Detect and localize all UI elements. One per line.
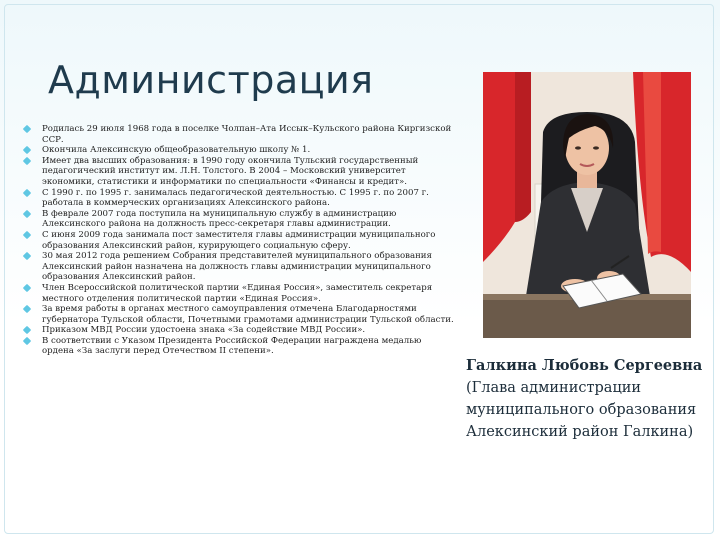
- biography-list: [24, 124, 454, 357]
- bio-item: С июня 2009 года занимала пост заместителя главы администрации муниципального образования Алексинский район, курирующего социальную сферу.: [24, 230, 454, 251]
- diamond-bullet-icon: [23, 284, 31, 292]
- diamond-bullet-icon: [23, 210, 31, 218]
- bio-item: Окончила Алексинскую общеобразовательную школу № 1.: [24, 145, 454, 156]
- bio-item: За время работы в органах местного самоуправления отмечена Благодарностями губернатора Тульской области, Почетными грамотами администрации Тульской области.: [24, 304, 454, 325]
- bio-item: 30 мая 2012 года решением Собрания представителей муниципального образования Алексинский район назначена на должность главы администрации муниципального образования Алексинский район.: [24, 251, 454, 283]
- diamond-bullet-icon: [23, 326, 31, 334]
- slide-title: Администрация: [48, 58, 374, 102]
- person-role-line: (Глава администрации: [466, 380, 642, 396]
- bio-item: Родилась 29 июля 1968 года в поселке Чолпан–Ата Иссык–Кульского района Киргизской ССР.: [24, 124, 454, 145]
- person-name: Галкина Любовь Сергеевна: [466, 357, 703, 374]
- person-role-line: Алексинский район Галкина): [466, 424, 694, 440]
- person-role-line: муниципального образования: [466, 402, 697, 418]
- diamond-bullet-icon: [23, 125, 31, 133]
- diamond-bullet-icon: [23, 231, 31, 239]
- diamond-bullet-icon: [23, 146, 31, 154]
- bio-item: Имеет два высших образования: в 1990 году окончила Тульский государственный педагогический институт им. Л.Н. Толстого. В 2004 – Московский университет экономики, статистики и информатики по специальности «Финансы и кредит».: [24, 156, 454, 188]
- diamond-bullet-icon: [23, 337, 31, 345]
- bio-item: В феврале 2007 года поступила на муниципальную службу в администрацию Алексинского района на должность пресс-секретаря главы администрации.: [24, 209, 454, 230]
- diamond-bullet-icon: [23, 188, 31, 196]
- diamond-bullet-icon: [23, 157, 31, 165]
- portrait-illustration: [483, 72, 691, 338]
- portrait-photo: [483, 72, 691, 338]
- bio-item: С 1990 г. по 1995 г. занималась педагогической деятельностью. С 1995 г. по 2007 г. работала в коммерческих организациях Алексинского района.: [24, 188, 454, 209]
- diamond-bullet-icon: [23, 252, 31, 260]
- diamond-bullet-icon: [23, 305, 31, 313]
- photo-caption: [466, 355, 716, 443]
- bio-item: В соответствии с Указом Президента Российской Федерации награждена медалью ордена «За заслуги перед Отечеством II степени».: [24, 336, 454, 357]
- bio-item: Приказом МВД России удостоена знака «За содействие МВД России».: [24, 325, 454, 336]
- bio-item: Член Всероссийской политической партии «Единая Россия», заместитель секретаря местного отделения политической партии «Единая Россия».: [24, 283, 454, 304]
